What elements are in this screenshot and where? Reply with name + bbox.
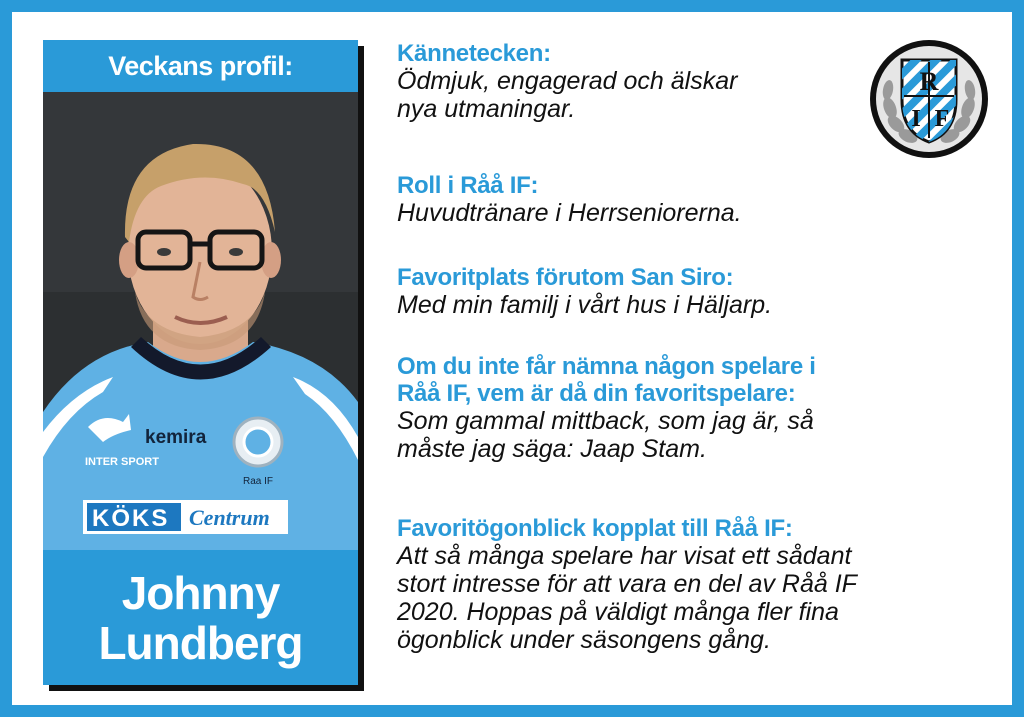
section-answer-line: Med min familj i vårt hus i Häljarp.: [397, 291, 773, 319]
svg-text:R: R: [919, 67, 939, 96]
section-question: Roll i Råå IF:: [397, 172, 539, 199]
svg-text:Raa IF: Raa IF: [243, 476, 274, 487]
section-question: Om du inte får nämna någon spelare i: [397, 353, 816, 380]
player-name: [43, 550, 358, 685]
profile-panel: [43, 40, 358, 685]
section-answer-line: Ödmjuk, engagerad och älskar: [397, 67, 738, 95]
section-answer-line: 2020. Hoppas på väldigt många fler fina: [397, 598, 839, 626]
svg-text:INTER SPORT: INTER SPORT: [85, 456, 159, 468]
svg-text:I: I: [911, 106, 921, 132]
svg-text:Centrum: Centrum: [189, 505, 270, 530]
section-favorite-moment: [397, 515, 957, 654]
section-answer-line: ögonblick under säsongens gång.: [397, 626, 771, 654]
section-answer-line: Att så många spelare har visat ett sådant: [397, 542, 852, 570]
section-favorite-place: [397, 264, 957, 319]
profile-header: Veckans profil:: [108, 50, 293, 81]
section-question: Favoritögonblick kopplat till Råå IF:: [397, 515, 793, 542]
section-question: Råå IF, vem är då din favoritspelare:: [397, 380, 796, 407]
section-characteristics: [397, 40, 957, 123]
section-answer-line: nya utmaningar.: [397, 95, 576, 123]
section-answer-line: Som gammal mittback, som jag är, så: [397, 407, 814, 435]
svg-text:F: F: [934, 106, 950, 132]
section-role: [397, 172, 957, 227]
section-favorite-player: [397, 353, 957, 463]
section-answer-line: måste jag säga: Jaap Stam.: [397, 435, 707, 463]
section-answer-line: Huvudtränare i Herrseniorerna.: [397, 199, 742, 227]
svg-text:KÖKS: KÖKS: [92, 505, 170, 532]
section-question: Favoritplats förutom San Siro:: [397, 264, 734, 291]
player-last-name: Lundberg: [98, 616, 303, 669]
section-question: Kännetecken:: [397, 40, 551, 67]
section-answer-line: stort intresse för att vara en del av Råå IF: [397, 570, 857, 598]
svg-text:kemira: kemira: [145, 427, 207, 448]
player-photo: [43, 92, 358, 550]
player-first-name: Johnny: [121, 566, 280, 619]
